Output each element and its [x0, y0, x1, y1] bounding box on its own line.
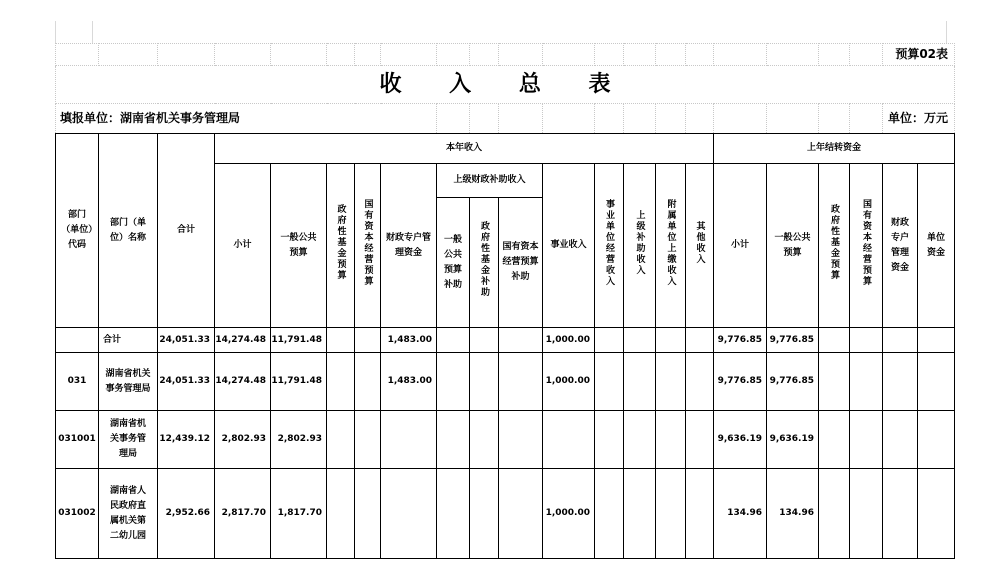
- header-upper-fund: 政府性基金补助: [470, 198, 499, 328]
- header-dept-code: 部门（单位）代码: [56, 134, 99, 328]
- header-dept-name: 部门（单位）名称: [99, 134, 158, 328]
- budget-table: [55, 43, 955, 559]
- sheet-top-gridline: [55, 21, 947, 43]
- header-co-fiscal: 财政专户管理资金: [883, 164, 918, 328]
- table-row: 合计 24,051.33 14,274.48 11,791.48 1,483.00 1,000.00 9,776.85 9,776.85: [56, 328, 955, 353]
- header-gov-fund: 政府性基金预算: [327, 164, 355, 328]
- header-co-general: 一般公共预算: [767, 164, 819, 328]
- header-state-capital: 国有资本经营预算: [355, 164, 381, 328]
- header-business-unit-income: 事业单位经营收入: [595, 164, 624, 328]
- form-code: 预算02表: [883, 44, 955, 66]
- table-row: 031 湖南省机关事务管理局 24,051.33 14,274.48 11,791.48 1,483.00 1,000.00 9,776.85 9,776.85: [56, 353, 955, 411]
- header-upper-general: 一般公共预算补助: [437, 198, 470, 328]
- header-upper-grant: 上级补助收入: [624, 164, 656, 328]
- header-total: 合计: [158, 134, 215, 328]
- header-current-year: 本年收入: [215, 134, 714, 164]
- header-carryover: 上年结转资金: [714, 134, 955, 164]
- header-co-subtotal: 小计: [714, 164, 767, 328]
- page-title: 收 入 总 表: [56, 66, 955, 104]
- header-other-income: 其他收入: [686, 164, 714, 328]
- header-co-state: 国有资本经营预算: [850, 164, 883, 328]
- header-co-fund: 政府性基金预算: [819, 164, 850, 328]
- header-subtotal: 小计: [215, 164, 271, 328]
- header-general-budget: 一般公共预算: [271, 164, 327, 328]
- table-row: 031001 湖南省机关事务管理局 12,439.12 2,802.93 2,802.93 9,636.19 9,636.19: [56, 411, 955, 469]
- header-fiscal-special: 财政专户管理资金: [381, 164, 437, 328]
- header-upper-subsidy: 上级财政补助收入: [437, 164, 543, 198]
- header-co-unit-funds: 单位资金: [918, 164, 955, 328]
- header-upper-state: 国有资本经营预算补助: [499, 198, 543, 328]
- reporting-unit: 填报单位：湖南省机关事务管理局: [56, 104, 437, 134]
- header-business-income: 事业收入: [543, 164, 595, 328]
- header-affiliated: 附属单位上缴收入: [656, 164, 686, 328]
- unit-label: 单位：万元: [883, 104, 955, 134]
- table-row: 031002 湖南省人民政府直属机关第二幼儿园 2,952.66 2,817.70 1,817.70 1,000.00 134.96 134.96: [56, 469, 955, 559]
